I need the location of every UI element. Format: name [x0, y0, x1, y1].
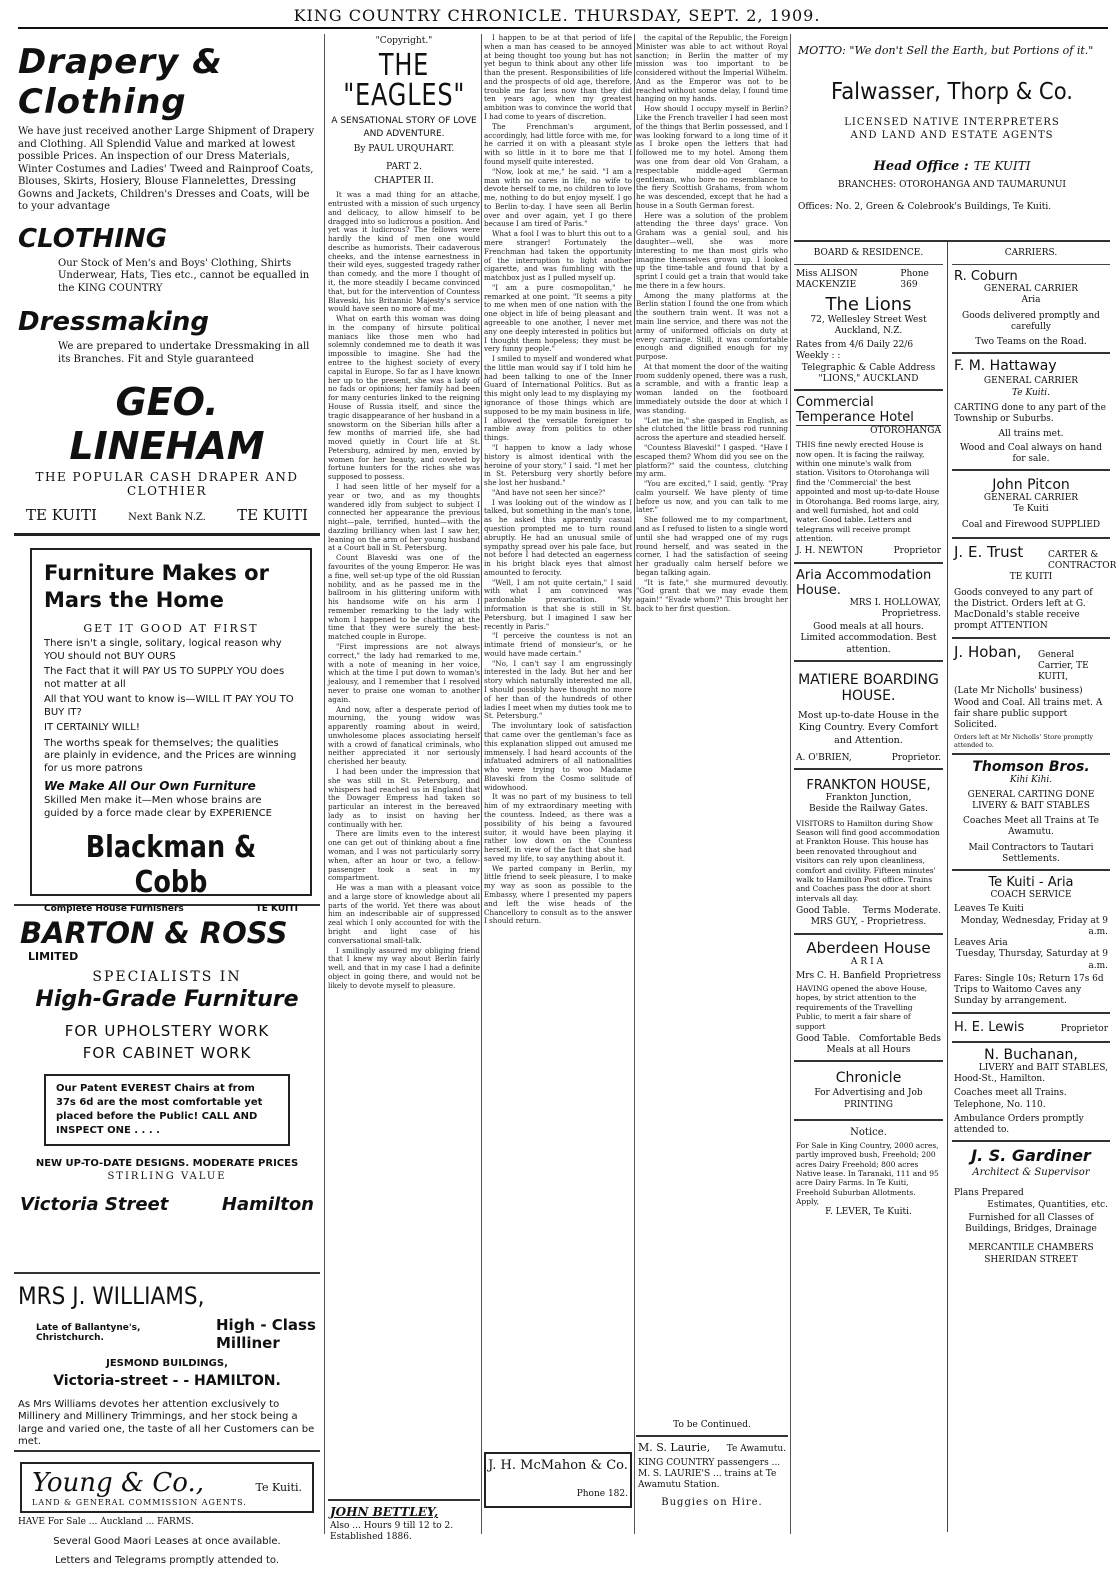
barton-ross-advert — [14, 904, 320, 1272]
story-paragraph: There are limits even to the interest one can get out of thinking about a fine woman, and I was not particularly sorry when, after an hour or two, a fellow-passenger took a seat in my compartment. — [328, 829, 480, 883]
bettley-name: JOHN BETTLEY, — [330, 1505, 439, 1520]
carriers-header: CARRIERS. — [952, 242, 1110, 265]
bettley-body: Also ... Hours 9 till 12 to 2. — [330, 1521, 454, 1532]
coburn-teams: Two Teams on the Road. — [975, 337, 1087, 347]
tka-leaves-2: Leaves Aria — [954, 938, 1008, 948]
commercial-owner: J. H. NEWTON — [796, 546, 864, 557]
furniture-line-3: The Fact that it will PAY US TO SUPPLY YOU does not matter at all — [44, 666, 285, 690]
pitcon-town: Te Kuiti — [1013, 504, 1049, 515]
williams-name: MRS J. WILLIAMS, — [18, 1281, 205, 1310]
furniture-line-4: All that YOU want to know is—WILL IT PAY YOU TO BUY IT? — [44, 694, 294, 718]
hoban-name: J. Hoban, — [954, 642, 1022, 661]
story-chapter: CHAPTER II. — [374, 175, 434, 186]
falwasser-head-label: Head Office : — [873, 159, 969, 174]
lions-address: 72, Wellesley Street West Auckland, N.Z. — [810, 314, 927, 336]
story-text-col4 — [636, 34, 788, 1418]
furniture-line-7: We Make All Our Own Furniture — [44, 779, 256, 794]
hattaway-wood: Wood and Coal always on hand for sale. — [960, 442, 1102, 464]
gardiner-furnished: Furnished for all Classes of Buildings, Bridges, Drainage — [965, 1212, 1097, 1234]
hattaway-role: GENERAL CARRIER — [983, 376, 1079, 387]
story-paragraph: At that moment the door of the waiting room suddenly opened, there was a rush, a scramble, and with a frantic leap a woman landed on the footboard immediately outside the door at which I was standing. — [636, 361, 788, 415]
frankton-body: VISITORS to Hamilton during Show Season will find good accommodation at Frankton House. This house has been renovated throughout and visitors can rely upon cleanliness, comfort and civility. Fifteen minutes' walk to Hamilton Post office. Trains and Coaches pass the door at short intervals all day. — [796, 818, 940, 903]
aberdeen-advert — [794, 935, 943, 1063]
lineham-advert — [14, 34, 320, 536]
story-text-col2 — [328, 191, 480, 1499]
buchanan-advert — [952, 1043, 1110, 1143]
story-paragraph: "First impressions are not always correct," the lady had remarked to me, with a note of meaning in her voice, which at the time I put down to woman's jealousy, and I remember that I resolved never to praise one woman to another again. — [328, 642, 480, 704]
story-paragraph: It was no part of my business to tell him of my extraordinary meeting with the countess. Indeed, as there was a possibility of his being a favoured suitor, it would have been playing it rather low down on the Countess herself, in view of the fact that she had saved my life, to say anything about it. — [484, 792, 632, 863]
story-author: By PAUL URQUHART. — [353, 144, 455, 155]
story-title: THE "EAGLES" — [343, 48, 466, 114]
aria-name: Aria Accommodation House. — [796, 567, 932, 598]
column-2 — [328, 34, 480, 1543]
story-subtitle: A SENSATIONAL STORY OF LOVE AND ADVENTURE. — [331, 116, 477, 139]
mcmahon-advert — [484, 1452, 632, 1508]
lineham-subtitle: THE POPULAR CASH DRAPER AND CLOTHIER — [35, 470, 299, 498]
story-paragraph: And now, after a desperate period of mourning, the young widow was apparently roaming about in weird, unwholesome places associating herself with a crowd of fanatical criminals, who neither appreciated it nor seriously cherished her beauty. — [328, 704, 480, 767]
buchanan-name: N. Buchanan, — [984, 1046, 1078, 1063]
lineham-town-left: TE KUITI — [26, 506, 97, 524]
story-paragraph: the capital of the Republic, the Foreign Minister was able to act without Royal sanction; in Berlin the matter of my mission was too important to be considered without the Imperial Wilhelm. And as the Emperor was not to be reached without some delay, I found time hanging on my hands. — [636, 33, 788, 104]
frankton-good-table: Good Table. — [796, 906, 851, 917]
furniture-line-1: GET IT GOOD AT FIRST — [83, 622, 259, 636]
story-paragraph: "You are excited," I said, gently. "Pray calm yourself. We have plenty of time before us now, and you can talk to me later." — [636, 479, 788, 515]
gardiner-plans: Plans Prepared — [954, 1188, 1024, 1199]
gardiner-estimates: Estimates, Quantities, etc. — [987, 1199, 1108, 1210]
drapery-body: We have just received another Large Shipment of Drapery and Clothing. All Splendid Value and marked at lowest possible Prices. An inspection of our Dress Materials, Winter Costumes and Ladies' Tweed and Rainproof Coats, Blouses, Skirts, Hosiery, Blouse Flannelettes, Dressing Gowns and Jackets, Children's Dresses and Coats, will be to your advantage — [18, 126, 315, 212]
aberdeen-body: HAVING opened the above House, hopes, by strict attention to the requirements of the Travelling Public, to merit a fair share of support — [796, 984, 928, 1031]
pitcon-supply: Coal and Firewood SUPPLIED — [961, 519, 1101, 530]
clothing-title: CLOTHING — [18, 223, 168, 254]
hoban-body: (Late Mr Nicholls' business) Wood and Coal. All trains met. A fair share public support Solicited. — [954, 686, 1103, 730]
commercial-town: OTOROHANGA — [870, 426, 941, 436]
story-paragraph: The Frenchman's argument, accordingly, had little force with me, for he carried it on with a pleasant style with so little in it to bore me that I found myself quite interested. — [484, 121, 632, 166]
falwasser-motto: MOTTO: "We don't Sell the Earth, but Portions of it." — [798, 44, 1094, 57]
story-paragraph: "I am a pure cosmopolitan," he remarked at one point. "It seems a pity to me when men of one nation with the one object in life of being pleasant and agreeable to one another, I never met any one deeply interested in politics but I thought them hopeless; they must be very funny people." — [484, 282, 632, 354]
aria-body: Good meals at all hours. Limited accommodation. Best attention. — [800, 622, 937, 655]
falwasser-branches: BRANCHES: OTOROHANGA AND TAUMARUNUI — [838, 180, 1066, 190]
barton-ross-limited: LIMITED — [28, 949, 79, 963]
board-header: BOARD & RESIDENCE. — [794, 242, 943, 265]
williams-buildings: JESMOND BUILDINGS, — [106, 1357, 228, 1369]
barton-ross-chairs: Our Patent EVEREST Chairs at from 37s 6d are the most comfortable yet placed before the Public! CALL AND INSPECT ONE . . . . — [44, 1074, 290, 1146]
matiere-owner: A. O'BRIEN, — [796, 752, 852, 763]
aria-advert — [794, 564, 943, 662]
tka-days-2: Tuesday, Thursday, Saturday at 9 a.m. — [956, 949, 1108, 971]
young-name: Young & Co., — [32, 1467, 204, 1498]
column-divider — [634, 34, 635, 1534]
story-paragraph: Count Blaveski was one of the favourites of the young Emperor. He was a fine, well set-up type of the old Russian nobility, and as he passed me in the ballroom in his glittering uniform with his handsome wife on his arm I remember remarking to the lady with whom I happened to be chatting at the time that they were surely the best-matched couple in Europe. — [328, 553, 480, 642]
hattaway-advert — [952, 354, 1110, 471]
hattaway-trains: All trains met. — [998, 429, 1064, 440]
gardiner-advert — [952, 1142, 1110, 1270]
laurie-advert — [636, 1435, 788, 1512]
chronicle-name: Chronicle — [835, 1070, 902, 1087]
coburn-advert — [952, 265, 1110, 354]
tka-trips: Trips to Waitomo Caves any Sunday by arrangement. — [954, 985, 1082, 1007]
hattaway-name: F. M. Hattaway — [954, 358, 1057, 375]
lions-phone: Phone 369 — [900, 269, 929, 291]
lions-name: The Lions — [825, 293, 912, 315]
story-paragraph: The involuntary look of satisfaction that came over the gentleman's face as this explanation slipped out amused me immensely. I had heard accounts of the infatuated admirers of all nationalities who were trying to woo Madame Blaveski from the Cosmo solitude of widowhood. — [484, 721, 632, 792]
falwasser-head-office — [798, 155, 1106, 174]
lions-advert — [794, 265, 943, 391]
hattaway-town: Te Kuiti. — [1011, 387, 1051, 398]
young-subtitle: LAND & GENERAL COMMISSION AGENTS. — [32, 1497, 247, 1507]
story-paragraph: "Well, I am not quite certain," I said with what I am convinced was pardonable prevarication. "My information is that she is still in St. Petersburg, but I imagined I saw her recently in Paris." — [484, 577, 632, 631]
story-paragraph: I was looking out of the window as I talked, but something in the man's tone, as he asked this apparently casual question prompted me to turn round abruptly. He had an unusual smile of sympathy spread over his pale face, but not before I had detected an eagerness in his bright black eyes that almost amounted to ferocity. — [484, 497, 632, 577]
barton-ross-specialists: SPECIALISTS IN — [92, 968, 242, 985]
story-paragraph: How should I occupy myself in Berlin? Like the French traveller I had seen most of the things that Berlin possessed, and I was looking forward to a long time of it as I broke open the letters that had followed me to my hotel. Among them was one from dear old Von Graham, a respectable middle-aged German gentleman, who bore no resemblance to the fiery Scottish Grahams, from whom he was descended, except that he had a house in a South German forest. — [636, 104, 788, 210]
story-paragraph: I had been under the impression that she was still in St. Petersburg, and whispers had reached us in England that the Dowager Empress had taken so particular an interest in the bereaved lady as to insist on having her continually with her. — [328, 766, 480, 829]
story-paragraph: I smiled to myself and wondered what the little man would say if I told him he had been talking to one of the Inner Guard of International Politics. But as this might only lead to my displaying my ignorance of those things which are supposed to be my main business in life, I allowed the versatile foreigner to ramble away from politics to other things. — [484, 354, 632, 443]
dressmaking-title: Dressmaking — [18, 307, 209, 337]
notice-advert — [794, 1121, 943, 1222]
aberdeen-town: ARIA — [850, 956, 887, 967]
clothing-body: Our Stock of Men's and Boys' Clothing, Shirts Underwear, Hats, Ties etc., cannot be equalled in the KING COUNTRY — [58, 257, 310, 294]
story-paragraph: I smilingly assured my obliging friend that I knew my way about Berlin fairly well, and that in my case I had a definite object in going there, and would not be likely to devote myself to pleasure. — [328, 945, 480, 990]
drapery-title: Drapery & Clothing — [18, 42, 223, 122]
barton-ross-designs: NEW UP-TO-DATE DESIGNS. MODERATE PRICES — [35, 1157, 299, 1169]
column-3 — [484, 34, 632, 1534]
coburn-town: Aria — [1021, 295, 1041, 306]
lineham-address — [26, 506, 308, 525]
coburn-body: Goods delivered promptly and carefully — [962, 310, 1100, 332]
barton-ross-name: BARTON & ROSS — [20, 915, 288, 950]
thomson-mail: Mail Contractors to Tautari Settlements. — [968, 842, 1094, 864]
young-letters: Letters and Telegrams promptly attended to. — [54, 1554, 279, 1566]
lewis-name: H. E. Lewis — [954, 1019, 1025, 1035]
hoban-role: General Carrier, TE KUITI, — [1038, 649, 1089, 682]
young-advert — [14, 1450, 320, 1572]
falwasser-name: Falwasser, Thorp & Co. — [830, 79, 1074, 105]
story-paragraph: "Countess Blaveski!" I gasped. "Have I escaped them? Whom did you see on the platform?" said the countess, clutching my arm. — [636, 442, 788, 479]
falwasser-head-town: TE KUITI — [973, 159, 1031, 173]
story-paragraph: Among the many platforms at the Berlin station I found the one from which the southern train went. It was not a main line service, and there was not the army of uniformed officials on duty at every carriage. Still, it was comfortable enough and dignified enough for my purpose. — [636, 290, 788, 362]
masthead-title: KING COUNTRY CHRONICLE. THURSDAY, SEPT. 2, 1909. — [293, 6, 821, 25]
laurie-name: M. S. Laurie, — [638, 1441, 711, 1455]
chronicle-sub: For Advertising and Job PRINTING — [814, 1088, 923, 1110]
thomson-role: GENERAL CARTING DONE LIVERY & BAIT STABLES — [967, 789, 1095, 811]
young-town: Te Kuiti. — [255, 1480, 302, 1494]
notice-title: Notice. — [850, 1126, 887, 1138]
story-paragraph: Here was a solution of the problem attending the three days' grace. Von Graham was a genial soul, and his daughter—well, she was more interesting to me than most girls who imagine themselves grown up. I looked up the time-table and found that by a sprint I could get a train that would take me there in a few hours. — [636, 210, 788, 290]
hoban-orders: Orders left at Mr Nicholls' Store promptly attended to. — [954, 733, 1094, 750]
furniture-line-5: IT CERTAINLY WILL! — [44, 722, 140, 734]
column-1 — [14, 34, 320, 1566]
mcmahon-name: J. H. McMahon & Co. — [488, 1458, 628, 1473]
story-paragraph: "No, I can't say I am engrossingly interested in the lady. But her and her story which naturally interested me all, I should possibly have thought no more of her than of the hundreds of other ladies I meet when my duties took me to St. Petersburg." — [484, 658, 632, 721]
story-paragraph: "I happen to know a lady whose history is almost identical with the heroine of your story," I said. "I met her in St. Petersburg very shortly before she lost her husband." — [484, 442, 632, 488]
commercial-role: Proprietor — [893, 546, 941, 557]
chronicle-advert — [794, 1062, 943, 1121]
column-divider — [324, 34, 325, 1534]
tka-name: Te Kuiti - Aria — [988, 875, 1074, 890]
aberdeen-meals: Meals at all Hours — [826, 1045, 911, 1056]
story-copyright: "Copyright." — [375, 36, 433, 46]
story-paragraph: I happen to be at that period of life when a man has ceased to be annoyed at being thought too young but has not yet begun to think about any other life than the present. Responsibilities of life and the prospects of old age, therefore, trouble me far less now than they did ten years ago, when my greatest ambition was to convince the world that I had come to years of discretion. — [484, 33, 632, 122]
tka-days-1: Monday, Wednesday, Friday at 9 a.m. — [960, 915, 1108, 937]
barton-ross-street: Victoria Street — [20, 1193, 169, 1215]
notice-sign: F. LEVER, Te Kuiti. — [825, 1206, 912, 1217]
masthead-rule — [18, 27, 1108, 29]
blackman-cobb-advert — [30, 548, 312, 915]
falwasser-offices: Offices: No. 2, Green & Colebrook's Buildings, Te Kuiti. — [798, 202, 1052, 212]
blackman-cobb-trade: Complete House Furnishers — [44, 904, 184, 915]
column-divider — [790, 34, 791, 1534]
barton-ross-highgrade: High-Grade Furniture — [35, 986, 299, 1012]
carriers-section — [948, 242, 1116, 1532]
story-paragraph: He was a man with a pleasant voice and a large store of knowledge about all parts of the world. Yet there was about him an indescribable air of suppressed zeal which I only accounted for with the bright and light case of his conversational small-talk. — [328, 883, 480, 945]
pitcon-advert — [952, 471, 1110, 539]
blackman-cobb-tagline — [44, 904, 298, 914]
lineham-name: GEO. LINEHAM — [69, 380, 265, 468]
story-paragraph: I had seen little of her myself for a year or two, and as my thoughts wandered idly from subject to subject I connected her appearance the previous night—pale, terrified, hunted—with the dazzling brilliancy when last I saw her, leaning on the arm of her young husband at a Court ball in St. Petersburg. — [328, 481, 480, 553]
lions-rates: Rates from 4/6 Daily 22/6 Weekly : : — [796, 340, 914, 362]
gardiner-role: Architect & Supervisor — [972, 1167, 1090, 1179]
williams-body: As Mrs Williams devotes her attention exclusively to Millinery and Millinery Trimmings, and her stock being a large and varied one, the taste of all her Customers can be met. — [18, 1398, 315, 1447]
matiere-body: Most up-to-date House in the King Country. Every Comfort and Attention. — [798, 709, 939, 746]
laurie-town: Te Awamutu. — [726, 1444, 786, 1455]
buchanan-address: Hood-St., Hamilton. — [954, 1074, 1046, 1084]
masthead — [0, 0, 1114, 28]
barton-ross-city: Hamilton — [221, 1193, 314, 1215]
hattaway-body: CARTING done to any part of the Township or Suburbs. — [954, 402, 1106, 424]
falwasser-advert — [794, 34, 1110, 242]
young-header — [20, 1462, 314, 1513]
frankton-terms: Terms Moderate. — [862, 906, 941, 917]
laurie-buggies: Buggies on Hire. — [661, 1497, 763, 1509]
trust-advert — [952, 539, 1116, 639]
buchanan-ambulance: Ambulance Orders promptly attended to. — [954, 1113, 1084, 1135]
mcmahon-phone: Phone 182. — [576, 1489, 628, 1499]
furniture-line-6: The worths speak for themselves; the qualities are plainly in evidence, and the Prices are winning for us more patrons — [44, 737, 297, 774]
story-paragraph: It was a mad thing for an attache, entrusted with a mission of such urgency and delicacy, to allow himself to be dragged into so ludicrous a position. And yet was it ludicrous? The fellows were hardly the kind of men one would describe as humorists. Their cadaverous cheeks, and the intense earnestness in their wild eyes, suggested tragedy rather than comedy, and the more I thought of it, the more steadily I became convinced that, but for the intervention of Countess Blaveski, his Britannic Majesty's service would have seen no more of me. — [328, 190, 480, 314]
barton-ross-address — [20, 1194, 314, 1215]
frankton-sub: Frankton Junction, — [825, 793, 912, 804]
young-body: HAVE For Sale ... Auckland ... FARMS. — [18, 1516, 194, 1527]
trust-name: J. E. Trust — [954, 542, 1024, 561]
lewis-role: Proprietor — [1060, 1023, 1108, 1034]
board-residence-section — [794, 242, 948, 1532]
column-4 — [636, 34, 788, 1534]
williams-high-class: High - Class Milliner — [216, 1315, 316, 1352]
thomson-coaches: Coaches Meet all Trains at Te Awamutu. — [963, 816, 1099, 838]
coburn-role: GENERAL CARRIER — [983, 284, 1079, 294]
lewis-advert — [952, 1014, 1110, 1043]
williams-advert — [14, 1272, 320, 1450]
aberdeen-name: Aberdeen House — [806, 938, 931, 957]
matiere-role: Proprietor. — [891, 752, 941, 763]
thomson-name: Thomson Bros. — [972, 759, 1090, 776]
blackman-cobb-name: Blackman & Cobb — [85, 830, 257, 901]
story-paragraph: "Now, look at me," he said. "I am a man with no cares in life, no wife to devote herself to me, no children to love me, nothing to do but enjoy myself. I go to Berlin to-day. I have seen all Berlin over and over again, yet I go there because I am tired of Paris." — [484, 166, 632, 229]
gardiner-chambers: MERCANTILE CHAMBERS — [968, 1243, 1094, 1254]
aberdeen-beds: Comfortable Beds — [858, 1033, 941, 1044]
frankton-name: FRANKTON HOUSE, — [806, 778, 931, 794]
story-part: PART 2. — [386, 161, 422, 172]
barton-ross-cabinet: FOR CABINET WORK — [82, 1043, 252, 1062]
lineham-location: Next Bank N.Z. — [128, 512, 206, 523]
thomson-advert — [952, 755, 1110, 871]
bettley-advert — [328, 1499, 480, 1548]
story-paragraph: She followed me to my compartment, and as I refused to listen to a single word until she had wrapped one of my rugs round herself, and was seated in the corner, I had the satisfaction of seeing her gradually calm herself before we began talking again. — [636, 515, 788, 577]
story-paragraph: "And have not seen her since?" — [492, 487, 606, 497]
column-5 — [794, 34, 1116, 1534]
trust-town: TE KUITI — [1009, 572, 1053, 583]
laurie-body: KING COUNTRY passengers ... M. S. LAURIE'S ... trains at Te Awamutu Station. — [638, 1457, 781, 1490]
buchanan-coaches: Coaches meet all Trains. Telephone, No. 110. — [954, 1088, 1067, 1110]
aberdeen-role: Proprietress — [884, 970, 941, 981]
commercial-name: Commercial Temperance Hotel — [796, 395, 941, 426]
furniture-line-2: There isn't a single, solitary, logical reason why YOU should not BUY OURS — [44, 638, 282, 662]
story-paragraph: We parted company in Berlin, my little friend to seek pleasure, I to make my way as soon as possible to the Embassy, where I presented my papers and left the wise heads of the Chancellory to consult as to the answer I should return. — [484, 863, 632, 926]
tka-leaves-1: Leaves Te Kuiti — [954, 904, 1024, 915]
williams-street: Victoria-street - - HAMILTON. — [53, 1372, 281, 1389]
bettley-established: Established 1886. — [330, 1532, 412, 1543]
trust-body: Goods conveyed to any part of the District. Orders left at G. MacDonald's stable receive prompt ATTENTION — [954, 587, 1093, 632]
matiere-name: MATIERE BOARDING HOUSE. — [798, 671, 939, 704]
gardiner-name: J. S. Gardiner — [971, 1146, 1091, 1166]
tka-fares: Fares: Single 10s; Return 17s 6d — [954, 973, 1104, 984]
frankton-advert — [794, 770, 943, 934]
furniture-line-8: Skilled Men make it—Men whose brains are guided by a force made clear by EXPERIENCE — [44, 795, 272, 819]
column-divider — [481, 34, 482, 1534]
story-paragraph: "I perceive the countess is not an intimate friend of monsieur's, or he would have made certain." — [484, 631, 632, 658]
dressmaking-body: We are prepared to undertake Dressmaking in all its Branches. Fit and Style guaranteed — [58, 341, 310, 365]
lions-owner: Miss ALISON MACKENZIE — [796, 269, 858, 291]
tekuiti-aria-advert — [952, 871, 1110, 1014]
lineham-town-right: TE KUITI — [237, 506, 308, 524]
thomson-town: Kihi Kihi. — [1009, 775, 1053, 786]
young-leases: Several Good Maori Leases at once available. — [53, 1535, 281, 1547]
aberdeen-owner: Mrs C. H. Banfield — [796, 970, 881, 981]
frankton-sub-2: Beside the Railway Gates. — [808, 804, 929, 815]
pitcon-name: John Pitcon — [992, 477, 1070, 493]
hoban-advert — [952, 639, 1110, 756]
trust-role: CARTER & CONTRACTOR — [1048, 549, 1116, 571]
tka-role: COACH SERVICE — [990, 890, 1072, 900]
story-paragraph: "Let me in," she gasped in English, as she clutched the little brass rod running across the aperture and steadied herself. — [636, 415, 788, 443]
blackman-cobb-town: TE KUITI — [255, 904, 298, 915]
falwasser-sub-1: LICENSED NATIVE INTERPRETERS — [844, 117, 1060, 128]
story-paragraph: What a fool I was to blurt this out to a mere stranger! Fortunately the Frenchman had taken the opportunity of the interruption to light another cigarette, and was fumbling with the matchbox just as I pulled myself up. — [484, 229, 632, 283]
coburn-name: R. Coburn — [954, 269, 1018, 284]
frankton-owner: MRS GUY, - Proprietress. — [810, 917, 927, 928]
buchanan-role: LIVERY and BAIT STABLES, — [978, 1062, 1108, 1073]
barton-ross-value: STIRLING VALUE — [107, 1170, 227, 1182]
notice-body: For Sale in King Country, 2000 acres, partly improved bush, Freehold; 200 acres Dairy Freehold; 800 acres Native lease. In Taranaki, 111 and 95 acre Dairy Farms. In Te Kuiti, Freehold Suburban Allotments. Apply, — [796, 1140, 939, 1207]
williams-late: Late of Ballantyne's, Christchurch. — [36, 1322, 141, 1343]
commercial-advert — [794, 391, 943, 564]
story-text-col3 — [484, 34, 632, 1446]
aberdeen-good-table: Good Table. — [796, 1033, 851, 1044]
matiere-advert — [794, 662, 943, 770]
aria-owner: MRS I. HOLLOWAY, Proprietress. — [849, 597, 941, 619]
furniture-title: Furniture Makes or Mars the Home — [44, 560, 269, 612]
barton-ross-upholstery: FOR UPHOLSTERY WORK — [64, 1021, 270, 1040]
commercial-body: THIS fine newly erected House is now open. It is facing the railway, within one minute's walk from station. Visitors to Otorohanga will find the 'Commercial' the best appointed and most up-to-date House in Otorohanga. Bed rooms large, airy, and well furnished, hot and cold water. Good table. Letters and telegrams will receive prompt attention. — [796, 440, 940, 543]
pitcon-role: GENERAL CARRIER — [983, 493, 1079, 503]
story-paragraph: "It is fate," she murmured devoutly. "God grant that we may evade them again!" "Evade whom?" This brought her back to her first question. — [636, 577, 788, 613]
story-continued: To be Continued. — [673, 1420, 751, 1430]
falwasser-sub-2: AND LAND AND ESTATE AGENTS — [850, 130, 1054, 141]
gardiner-street: SHERIDAN STREET — [984, 1254, 1078, 1265]
story-paragraph: What on earth this woman was doing in the company of hirsute political maniacs like those men who had solemnly condemned me to death it was impossible to imagine. She had the entree to the highest society of every capital in Europe. So far as I have known her up to the present, she was a lady of no fads or opinions; her family had been for many centuries linked to the reigning House of Russia itself, and since the tragic disappearance of her husband in a snowstorm on the Siberian hills after a few months of married life, she had moved quietly in Court life at St. Petersburg, admired by men, envied by women for her beauty, and coveted by fortune hunters for the riches she was supposed to possess. — [328, 314, 480, 482]
lions-telegraphic: Telegraphic & Cable Address "LIONS," AUCKLAND — [801, 362, 936, 384]
